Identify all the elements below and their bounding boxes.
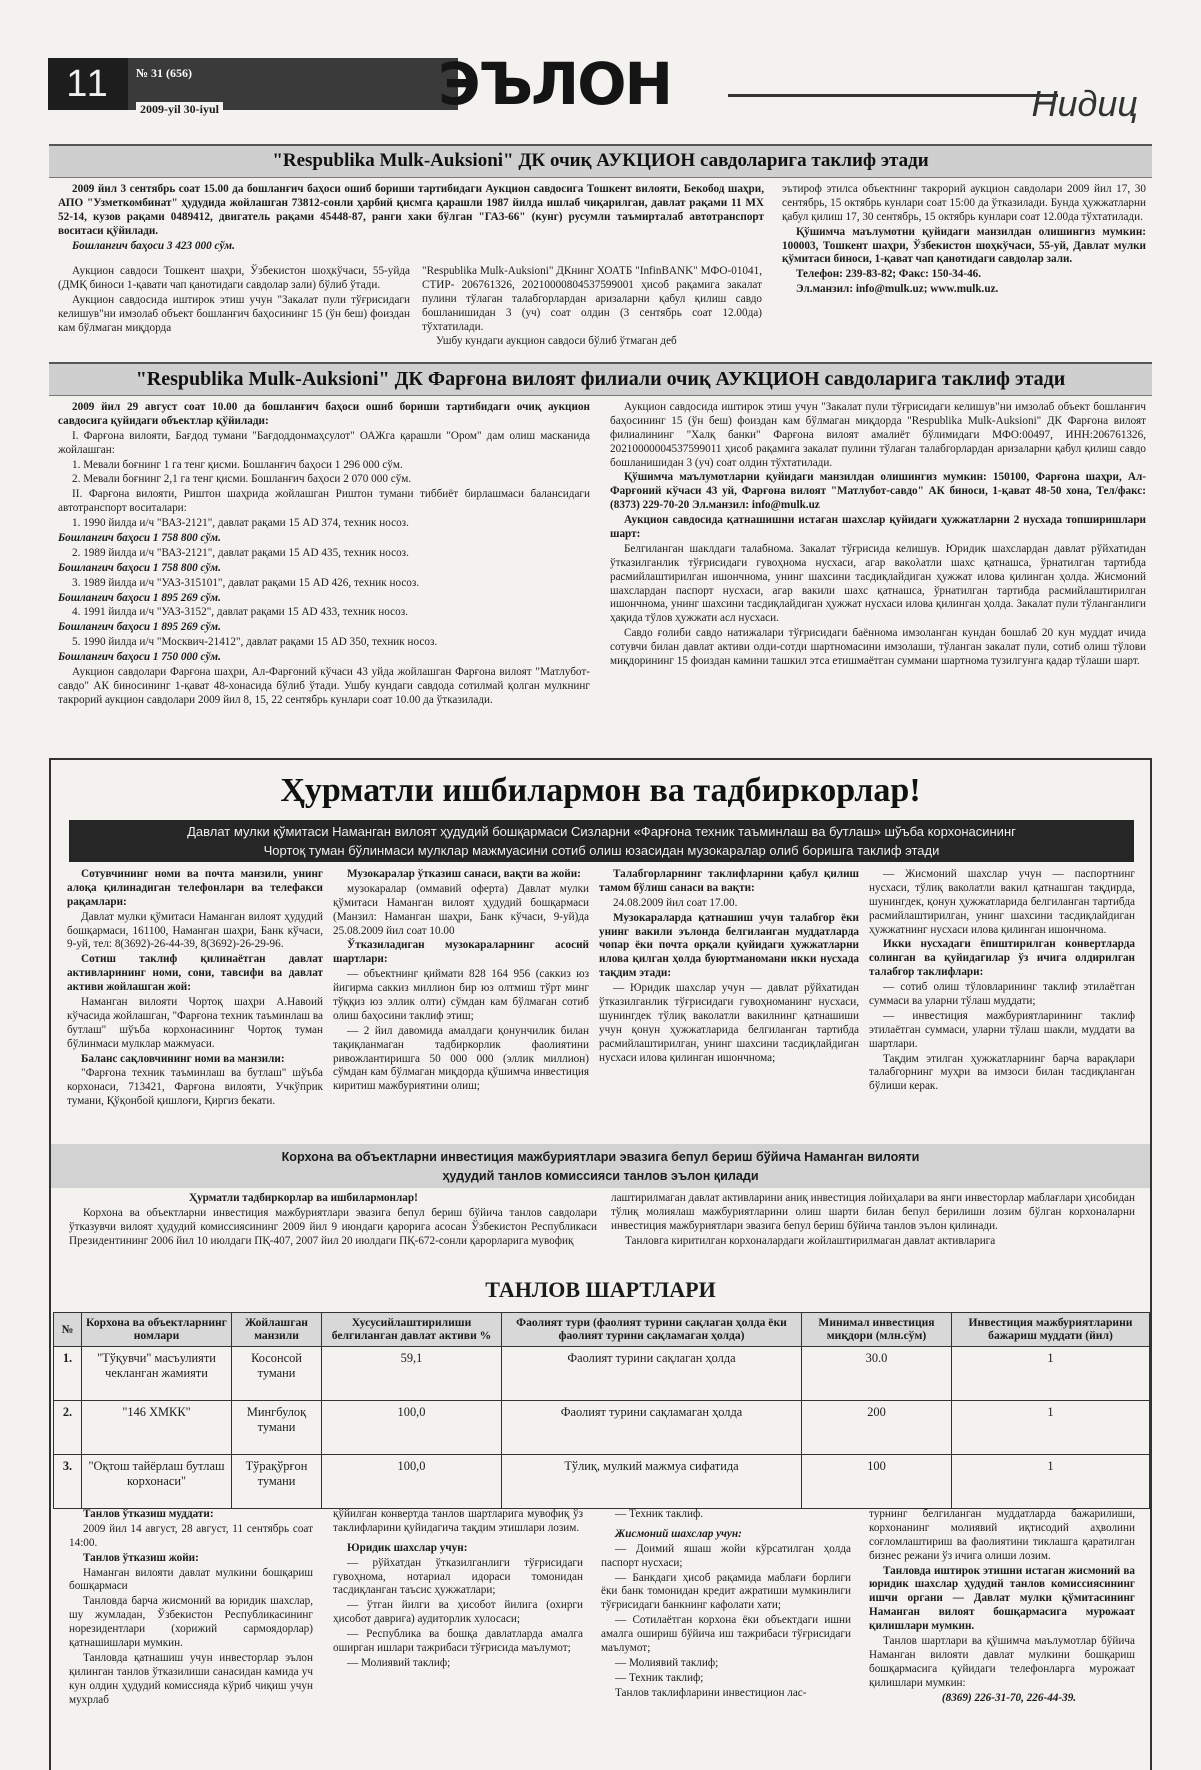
tender-legal-d: — Молиявий таклиф;: [347, 1656, 451, 1669]
ad2-right: [610, 401, 1146, 670]
namangan-col1: [67, 868, 323, 1110]
tender-when-heading: Танлов ўтказиш муддати:: [83, 1508, 214, 1520]
table-cell: "Тўқувчи" масъулияти чекланган жамияти: [82, 1346, 232, 1400]
negotiation-heading: Музокаралар ўтказиш санаси, вақти ва жойи:: [347, 868, 581, 880]
tender-col4: [869, 1508, 1135, 1706]
ad1-col3: [782, 183, 1146, 298]
table-cell: 100,0: [322, 1400, 502, 1454]
table-cell: "146 ХМКК": [82, 1400, 232, 1454]
table-cell: "Оқтош тайёрлаш бутлаш корхонаси": [82, 1454, 232, 1508]
table-cell: Тўрақўрғон тумани: [232, 1454, 322, 1508]
ad1-title: "Respublika Mulk-Auksioni" ДК очиқ АУКЦИОН савдоларига таклиф этади: [49, 144, 1152, 178]
tender-ind-c: — Сотилаётган корхона ёки объектдаги ишни амалга ошириш бўйича иш тажрибаси тўғрисидаги маълумот;: [601, 1614, 851, 1655]
tender-when: 2009 йил 14 август, 28 август, 11 сентябрь соат 14:00.: [69, 1522, 313, 1549]
ad2-i1: I. Фарғона вилояти, Бағдод тумани "Бағдоддонмаҳсулот" ОАЖга қарашли "Ором" дам олиш масканида жойлашган:: [58, 429, 590, 456]
table-cell: 200: [802, 1400, 952, 1454]
ad2-p2: Бошланғич баҳоси 1 758 800 сўм.: [58, 561, 221, 574]
docs-heading: Музокараларда қатнашиш учун талабгор ёки унинг вакили эълонда белгиланган муддатларда чопар ёки почта орқали қуйидаги ҳужжатларни илова қилган ҳолда буюртманомани икки нусхада тақдим этади:: [599, 911, 859, 980]
ad2-p5: Бошланғич баҳоси 1 750 000 сўм.: [58, 651, 221, 664]
tender-legal-c: — Республика ва бошқа давлатларда амалга оширган ишлари тажрибаси тўғрисида маълумот;: [333, 1628, 583, 1655]
table-cell: 30.0: [802, 1346, 952, 1400]
ad2-i2: II. Фарғона вилояти, Риштон шаҳрида жойлашган Риштон тумани тиббиёт бирлашмаси балансидаги автотранспорт воситалари:: [58, 488, 590, 515]
ad2-p1: Бошланғич баҳоси 1 758 800 сўм.: [58, 532, 221, 545]
table-cell: 1: [952, 1346, 1150, 1400]
ad2-r2: Қўшимча маълумотларни қуйидаги манзилдан олишингиз мумкин: 150100, Фарғона шаҳри, Ал-Фарғоний кўчаси 43 уй, Фарғона вилоят "Матлубот-савдо" АК биноси, 1-қават 48-50 хона, Тел/факс: (8373) 229-70-20 Эл.манзил: info@mulk.uz: [610, 471, 1146, 512]
namangan-subtitle-1: Давлат мулки қўмитаси Наманган вилоят ҳудудий бошқармаси Сизларни «Фарғона техник таъминлаш ва бутлаш» шўъба корхонасининг: [187, 824, 1016, 839]
deadline-heading: Талабгорларнинг таклифларини қабул қилиш тамом бўлиш санаси ва вақти:: [599, 868, 859, 894]
tender-right2: Танловга киритилган корхоналардаги жойлаштирилмаган давлат активларига: [625, 1234, 996, 1247]
tender-conditions-title: ТАНЛОВ ШАРТЛАРИ: [485, 1277, 716, 1302]
ad1-col2: [422, 265, 762, 350]
tender-right: лаштирилмаган давлат активларини аниқ инвестиция лойиҳалари ва янги инвесторлар маблағлари ҳисобидан тўлиқ молиялаш мажбуриятларини олиш шарти билан бепул берилиши лозим бўлган корхоналарни инвестиция мажбуриятлари эвазига бепул бериш бўйича танлов эълон қилинади.: [611, 1192, 1135, 1232]
col-header: Корхона ва объектларнинг номлари: [82, 1313, 232, 1347]
envelope-c: Тақдим этилган ҳужжатларнинг барча варақлари талабгорнинг муҳри ва имзоси билан тасдиқланган бўлиши керак.: [869, 1052, 1135, 1093]
newspaper-logo: ЭЪЛОН: [438, 50, 672, 118]
table-cell: 2.: [54, 1400, 82, 1454]
table-cell: 59,1: [322, 1346, 502, 1400]
tender-apply: Танловда иштирок этишни истаган жисмоний ва юридик шахслар ҳудудий танлов комиссиясининг ишчи органи — Давлат мулки қўмитасининг Наманган вилоят бошқармасига мурожаат қилишлари мумкин.: [869, 1564, 1135, 1633]
ad2-venue: Аукцион савдолари Фарғона шаҳри, Ал-Фарғоний кўчаси 43 уйда жойлашган Фарғона вилоят "Матлубот-савдо" АК биносининг 1-қават 48-хонасида бўлиб ўтади. Ушбу кундаги савдода сотилмай қолган мулкнинг такрорий аукцион савдолари 2009 йил 8, 15, 22 сентябрь кунлари соат 10.00 да ўтказилади.: [58, 666, 590, 706]
tender-legal-heading: Юридик шахслар учун:: [347, 1541, 468, 1554]
ad2-r3: Белгиланган шаклдаги талабнома. Закалат тўғрисида келишув. Юридик шахслардан давлат рўйхатидан ўтказилганлик тўғрисидаги гувоҳнома нусхаси, агар вакολатли шахс қатнашса, ўрнатилган тартибда расмийлаштирилган ишончнома, унинг шахсини тасдиқлайдиган ҳужжат илова қилинган ҳолда. Жисмоний шахслардан паспорт нусхаси, агар вакили шахс қатнашса, ўрнатилган тартибда расмийлаштирилган ишончнома, унинг шахсини тасдиқлайдиган ҳужжат нусхаси илова қилинган ҳолда. Закалат пули тўланганлиги ҳақида тўлов ҳужжати асл нусхаси.: [610, 542, 1146, 625]
tender-intro-right: [611, 1192, 1135, 1250]
ad1-contact: Қўшимча маълумотни қуйидаги манзилдан олишингиз мумкин: 100003, Тошкент шаҳри, Ўзбекистон шоҳкўчаси, 55-уй, Давлат мулки қўмитаси биноси, 1-қават чап қанотидаги савдолар зали.: [782, 225, 1146, 266]
asset-info: Наманган вилояти Чортоқ шаҳри А.Навоий кўчасида жойлашган, "Фарғона техник таъминлаш ва бутлаш" шўъба корхонасининг Чортоқ туман бўлинмаси мулклар мажмуаси.: [67, 996, 323, 1050]
ad2-v4: 4. 1991 йилда и/ч "УАЗ-3152", давлат рақами 15 AD 433, техник носоз.: [72, 606, 408, 619]
page-number: 11: [48, 58, 128, 110]
terms-heading: Ўтказиладиган музокараларнинг асосий шартлари:: [333, 939, 589, 966]
tender-col1: [69, 1508, 313, 1708]
seller-heading: Сотувчининг номи ва почта манзили, унинг алоқа қилинадиган телефонлари ва телефакси рақамлари:: [67, 868, 323, 908]
tender-legal-b: — ўтган йилги ва ҳисобот йилига (охирги ҳисобот даврига) аудиторлик хулосаси;: [333, 1599, 583, 1626]
docs-legal: — Юридик шахслар учун — давлат рўйхатидан ўтказилганлик тўғрисидаги гувоҳноманинг нусхаси, шунингдек тўлиқ ваколатли вакилнинг қатнашиши учун қонун ҳужжатларида белгиланган тартибда расмийлаштирилган, унинг шахсини тасдиқлайдиган нусхаси илова қилинган ишончнома;: [599, 982, 859, 1064]
tender-phones-intro: Танлов шартлари ва қўшимча маълумотлар бўйича Наманган вилояти давлат мулкини бошқариш бошқармасига қуйидаги телефонларга мурожаат қилишлари мумкин:: [869, 1635, 1135, 1689]
namangan-frame: [49, 758, 1152, 1770]
deadline-info: 24.08.2009 йил соат 17.00.: [613, 896, 738, 909]
tender-who: Танловда барча жисмоний ва юридик шахслар, шу жумладан, Ўзбекистон Республикасининг норезидентлари (хорижий сармоядорлар) қатнашишлари мумкин.: [69, 1595, 313, 1650]
namangan-col3: [599, 868, 859, 1066]
namangan-subtitle-bar: [69, 820, 1134, 862]
namangan-col4: [869, 868, 1135, 1095]
envelope-a: — сотиб олиш тўловларининг таклиф этилаётган суммаси ва уларни тўлаш муддати;: [869, 981, 1135, 1008]
table-cell: Фаолият турини сақлаган ҳолда: [502, 1346, 802, 1400]
ad2-i1b: 2. Мевали боғнинг 2,1 га тенг қисми. Бошланғич баҳоси 2 070 000 сўм.: [72, 473, 412, 486]
tender-greeting: Ҳурматли тадбиркорлар ва ишбилармонлар!: [189, 1192, 418, 1204]
tender-legal-a: — рўйхатдан ўтказилганлиги тўғрисидаги гувоҳнома, нотариал идораси томонидан тасдиқланган таъсис ҳужжатлари;: [333, 1556, 583, 1597]
table-row: [54, 1400, 1150, 1454]
table-cell: 1: [952, 1454, 1150, 1508]
ad2-r4: Савдо ғолиби савдо натижалари тўғрисидаги баённома имзоланган кундан бошлаб 20 кун муддат ичида сотувчи билан давлат активи олди-сотди шартномасини имзолаши, тўланган закалат пули, сотиб олиш тўлови миқдорининг 15 фоиздан камини ташкил этса етишмаётган суммани шартнома тузилгунга қадар тўлаши шарт.: [610, 627, 1146, 668]
namangan-col2: [333, 868, 589, 1095]
ad2-intro: 2009 йил 29 август соат 10.00 да бошланғич баҳоси ошиб бориши тартибидаги очиқ аукцион савдосига қуйидаги объектлар қўйилади:: [58, 401, 590, 427]
ad2-v1: 1. 1990 йилда и/ч "ВАЗ-2121", давлат рақами 15 AD 374, техник носоз.: [72, 517, 409, 530]
tender-ind-b: — Банкдаги ҳисоб рақамида маблағи борлиги ёки банк томонидан кредит ажратиши мумкинлиги тўғрисидаги банкнинг кафолати хати;: [601, 1571, 851, 1612]
col-header: Жойлашган манзили: [232, 1313, 322, 1347]
table-cell: 100,0: [322, 1454, 502, 1508]
ad1-repeat: эътироф этилса объектнинг такрорий аукцион савдолари 2009 йил 17, 30 сентябрь, 15 октябрь кунлари соат 15:00 да ўтказилади. Бунда ҳужжатларни қабул қилиш 17, 30 сентябрь, 15 октябрь кунлари соат 12.00да тўхтатилади.: [782, 183, 1146, 223]
ad2-title: "Respublika Mulk-Auksioni" ДК Фарғона вилоят филиали очиқ АУКЦИОН савдоларига таклиф этади: [49, 362, 1152, 396]
ad2-v2: 2. 1989 йилда и/ч "ВАЗ-2121", давлат рақами 15 AD 435, техник носоз.: [72, 546, 409, 559]
table-cell: 100: [802, 1454, 952, 1508]
ad1-intro: 2009 йил 3 сентябрь соат 15.00 да бошланғич баҳоси ошиб бориши тартибидаги Аукцион савдосига Тошкент вилояти, Бекобод шаҳри, АПО "Узметкомбинат" ҳудудида жойлашган 73812-сонли ҳарбий қисмга қарашли 1987 йилда ишлаб чиқарилган, давлат рақами 11 МХ 52-14, кузов рақами 0489412, двигатель рақами 45448-87, ранги хаки бўлган "ГАЗ-66" (кунг) русумли таъмирталаб автотранспорт воситаси қўйилади.: [58, 183, 764, 237]
terms-price: — объектнинг қиймати 828 164 956 (саккиз юз йигирма саккиз миллион бир юз олтмиш тўрт минг тўққиз юз эллик олти) сўмдан кам бўлмаган сотиб олиш баҳосини таклиф этиш;: [333, 968, 589, 1022]
tender-bar: [51, 1144, 1150, 1188]
ad1-price: Бошланғич баҳоси 3 423 000 сўм.: [72, 239, 235, 252]
tender-col2: [333, 1508, 583, 1672]
table-cell: Тўлиқ, мулкий мажмуа сифатида: [502, 1454, 802, 1508]
table-cell: 1.: [54, 1346, 82, 1400]
ad2-i1a: 1. Мевали боғнинг 1 га тенг қисми. Бошланғич баҳоси 1 296 000 сўм.: [72, 458, 403, 471]
table-row: [54, 1346, 1150, 1400]
masthead-rule: [728, 94, 1058, 97]
table-row: [54, 1454, 1150, 1508]
ad2-left: [58, 401, 590, 709]
tender-ind-d: — Молиявий таклиф;: [615, 1656, 719, 1669]
ad2-p4: Бошланғич баҳоси 1 895 269 сўм.: [58, 621, 221, 634]
ad1-col1b: [58, 265, 410, 336]
section-name: Нидиц: [1031, 83, 1138, 124]
tender-ind-a: — Доимий яшаш жойи кўрсатилган ҳолда паспорт нусхаси;: [601, 1542, 851, 1569]
tender-col3: [601, 1508, 851, 1702]
seller-info: Давлат мулки қўмитаси Наманган вилоят ҳудудий бошқармаси, 161100, Наманган шаҳри, Банк кўчаси, 9-уй, тел: 8(3692)-26-44-39, 8(3692)-26-29-96.: [67, 910, 323, 951]
balance-heading: Баланс сақловчининг номи ва манзили:: [81, 1052, 285, 1065]
terms-invest: — 2 йил давомида амалдаги қонунчилик билан тақиқланмаган тадбиркорлик фаолиятини ривожлантиришга 50 000 000 (эллик миллион) сўмдан кам бўлмаган миқдорда қўшимча инвестиция киритиш мажбуриятини олиш;: [333, 1024, 589, 1093]
docs-individual: — Жисмоний шахслар учун — паспортнинг нусхаси, тўлиқ ваколатли вакил қатнашган тақдирда, шунингдек, қонун ҳужжатларида белгиланган тартибда расмийлаштирилган, унинг шахсини тасдиқлайдиган ҳужжатнинг нусхаси илова қилинган ишончнома.: [869, 868, 1135, 936]
table-cell: 1: [952, 1400, 1150, 1454]
ad2-p3: Бошланғич баҳоси 1 895 269 сўм.: [58, 591, 221, 604]
tender-left: Корхона ва объектларни инвестиция мажбуриятлари эвазига бепул бериш бўйича танлов савдолари ўтказувчи вилоят ҳудудий комиссиясининг 2009 йил 9 июндаги қарорига асосан Ўзбекистон Республикаси Президентининг 2006 йил 10 июлдаги ПҚ-407, 2007 йил 20 июлдаги ПҚ-672-сонли қарорларига мувофиқ: [69, 1206, 597, 1247]
ad1-email: Эл.манзил: info@mulk.uz; www.mulk.uz.: [796, 283, 999, 296]
tender-tech-offer: — Техник таклиф.: [615, 1508, 704, 1520]
tender-bar-1: Корхона ва объектларни инвестиция мажбуриятлари эвазига бепул бериш бўйича Наманган вилояти: [281, 1150, 920, 1164]
namangan-title: Ҳурматли ишбилармон ва тадбиркорлар!: [280, 772, 921, 809]
issue-date: 2009-yil 30-iyul: [136, 102, 223, 117]
tender-where: Наманган вилояти давлат мулкини бошқариш бошқармаси: [69, 1566, 313, 1593]
col-header: Фаолият тури (фаолият турини сақлаган ҳолда ёки фаолият турини сақламаган ҳолда): [502, 1313, 802, 1347]
ad1-part: Аукцион савдосида иштирок этиш учун "Закалат пули тўғрисидаги келишув"ни имзолаб объект бошланғич баҳосининг 15 (ўн беш) фоиздан кам бўлмаган миқдорда: [58, 293, 410, 334]
balance-info: "Фарғона техник таъминлаш ва бутлаш" шўъба корхонаси, 713421, Фарғона вилояти, Учкўприк тумани, Қўқонбой қишлоғи, Қиргиз бекати.: [67, 1067, 323, 1108]
tender-individual-heading: Жисмоний шахслар учун:: [615, 1527, 742, 1540]
ad2-v3: 3. 1989 йилда и/ч "УАЗ-315101", давлат рақами 15 AD 426, техник носоз.: [72, 576, 420, 589]
tender-bar-2: ҳудудий танлов комиссияси танлов эълон қилади: [442, 1169, 759, 1183]
envelope-b: — инвестиция мажбуриятларининг таклиф этилаётган суммаси, уларни тўлаш шакли, муддати ва шартлари.: [869, 1009, 1135, 1050]
ad1-col1: [58, 183, 764, 254]
tender-phones: (8369) 226-31-70, 226-44-39.: [941, 1691, 1077, 1704]
table-cell: 3.: [54, 1454, 82, 1508]
table-cell: Косонсой тумани: [232, 1346, 322, 1400]
ad1-phone: Телефон: 239-83-82; Факс: 150-34-46.: [796, 268, 982, 281]
table-cell: Фаолият турини сақламаган ҳолда: [502, 1400, 802, 1454]
col-header: Инвестиция мажбуриятларини бажариш муддати (йил): [952, 1313, 1150, 1347]
tender-where-heading: Танлов ўтказиш жойи:: [83, 1551, 199, 1564]
negotiation-info: музокаралар (оммавий оферта) Давлат мулки қўмитаси Наманган вилоят ҳудудий бошқармаси (Манзил: Наманган шаҳри, Банк кўчаси, 9-уй)да 25.08.2009 йил соат 10.00: [333, 882, 589, 937]
col-header: Минимал инвестиция миқдори (млн.сўм): [802, 1313, 952, 1347]
tender-ind-e: — Техник таклиф;: [615, 1671, 704, 1684]
col-header: Хусусийлаштирилиши белгиланган давлат активи %: [322, 1313, 502, 1347]
ad2-v5: 5. 1990 йилда и/ч "Москвич-21412", давлат рақами 15 AD 350, техник носоз.: [72, 636, 438, 649]
namangan-subtitle-2: Чортоқ туман бўлинмаси мулклар мажмуасини сотиб олиш юзасидан музокаралар олиб боришга таклиф этади: [263, 843, 940, 858]
tender-business-plan: турнинг белгиланган муддатларда бажарилиши, корхонанинг молиявий иқтисодий аҳволини соғломлаштириш ва фаолиятини тиклашга қаратилган бизнес режани ўз ичига олиши лозим.: [869, 1508, 1135, 1562]
tender-envelope: қўйилган конвертда танлов шартларига мувофиқ ўз таклифларини қуйидагича тақдим этишлари лозим.: [333, 1508, 583, 1534]
masthead: [48, 50, 1158, 128]
table-cell: Мингбулоқ тумани: [232, 1400, 322, 1454]
col-header: №: [54, 1313, 82, 1347]
tender-ind-f: Танлов таклифларини инвестицион лас-: [615, 1686, 807, 1699]
ad1-venue: Аукцион савдоси Тошкент шаҳри, Ўзбекистон шоҳкўчаси, 55-уйда (ДМҚ биноси 1-қавати чап қанотидаги савдолар зали) бўлиб ўтади.: [58, 265, 410, 291]
ad2-r3h: Аукцион савдосида қатнашишни истаган шахслар қуйидаги ҳужжатларни 2 нусхада топширишлари шарт:: [610, 514, 1146, 541]
ad1-bank: "Respublika Mulk-Auksioni" ДКнинг ХОАТБ "InfinBANK" МФО-01041, СТИР- 206761326, 20210000804537599001 ҳисоб рақамига закалат пулини тўлаган талабгорлардан аризаларни қабул қилиш савдо бошланишидан 3 (уч) соат олдин (3 сентябрь соат 12.00да) тўхтатилади.: [422, 265, 762, 333]
ad1-col2b: Ушбу кундаги аукцион савдоси бўлиб ўтмаган деб: [436, 335, 677, 348]
envelope-heading: Икки нусхадаги ёпиштирилган конвертларда солинган ва қуйидагилар ўз ичига олдирилган талабгор таклифлари:: [869, 938, 1135, 979]
tender-table: [53, 1312, 1150, 1509]
asset-heading: Сотиш таклиф қилинаётган давлат активларининг номи, сони, тавсифи ва давлат активи жойлашган жой:: [67, 953, 323, 994]
issue-number: № 31 (656): [136, 66, 193, 80]
tender-how: Танловда қатнашиш учун инвесторлар эълон қилинган танлов ўтказилиши санасидан камида уч кун олдин ҳудудий комиссияда кўриб чиқиш учун мухрлаб: [69, 1651, 313, 1706]
ad2-r1: Аукцион савдосида иштирок этиш учун "Закалат пули тўғрисидаги келишув"ни имзолаб объект бошланғич баҳосининг 15 (ўн беш) фоиздан кам бўлмаган миқдорда "Respublika Mulk-Auksioni" ДК Фарғона вилоят филиалининг "Халқ банки" Фарғона вилоят амалиёт бўлимидаги МФО:00497, ИНН:206761326, 20210000004537599011 ҳисоб рақамига закалат пулини тўлаган талабгорлардан аризаларни қабул қилиш савдо бошланишидан 3 (уч) соат олдин тўхтатилади.: [610, 401, 1146, 469]
tender-intro-left: [69, 1192, 597, 1250]
